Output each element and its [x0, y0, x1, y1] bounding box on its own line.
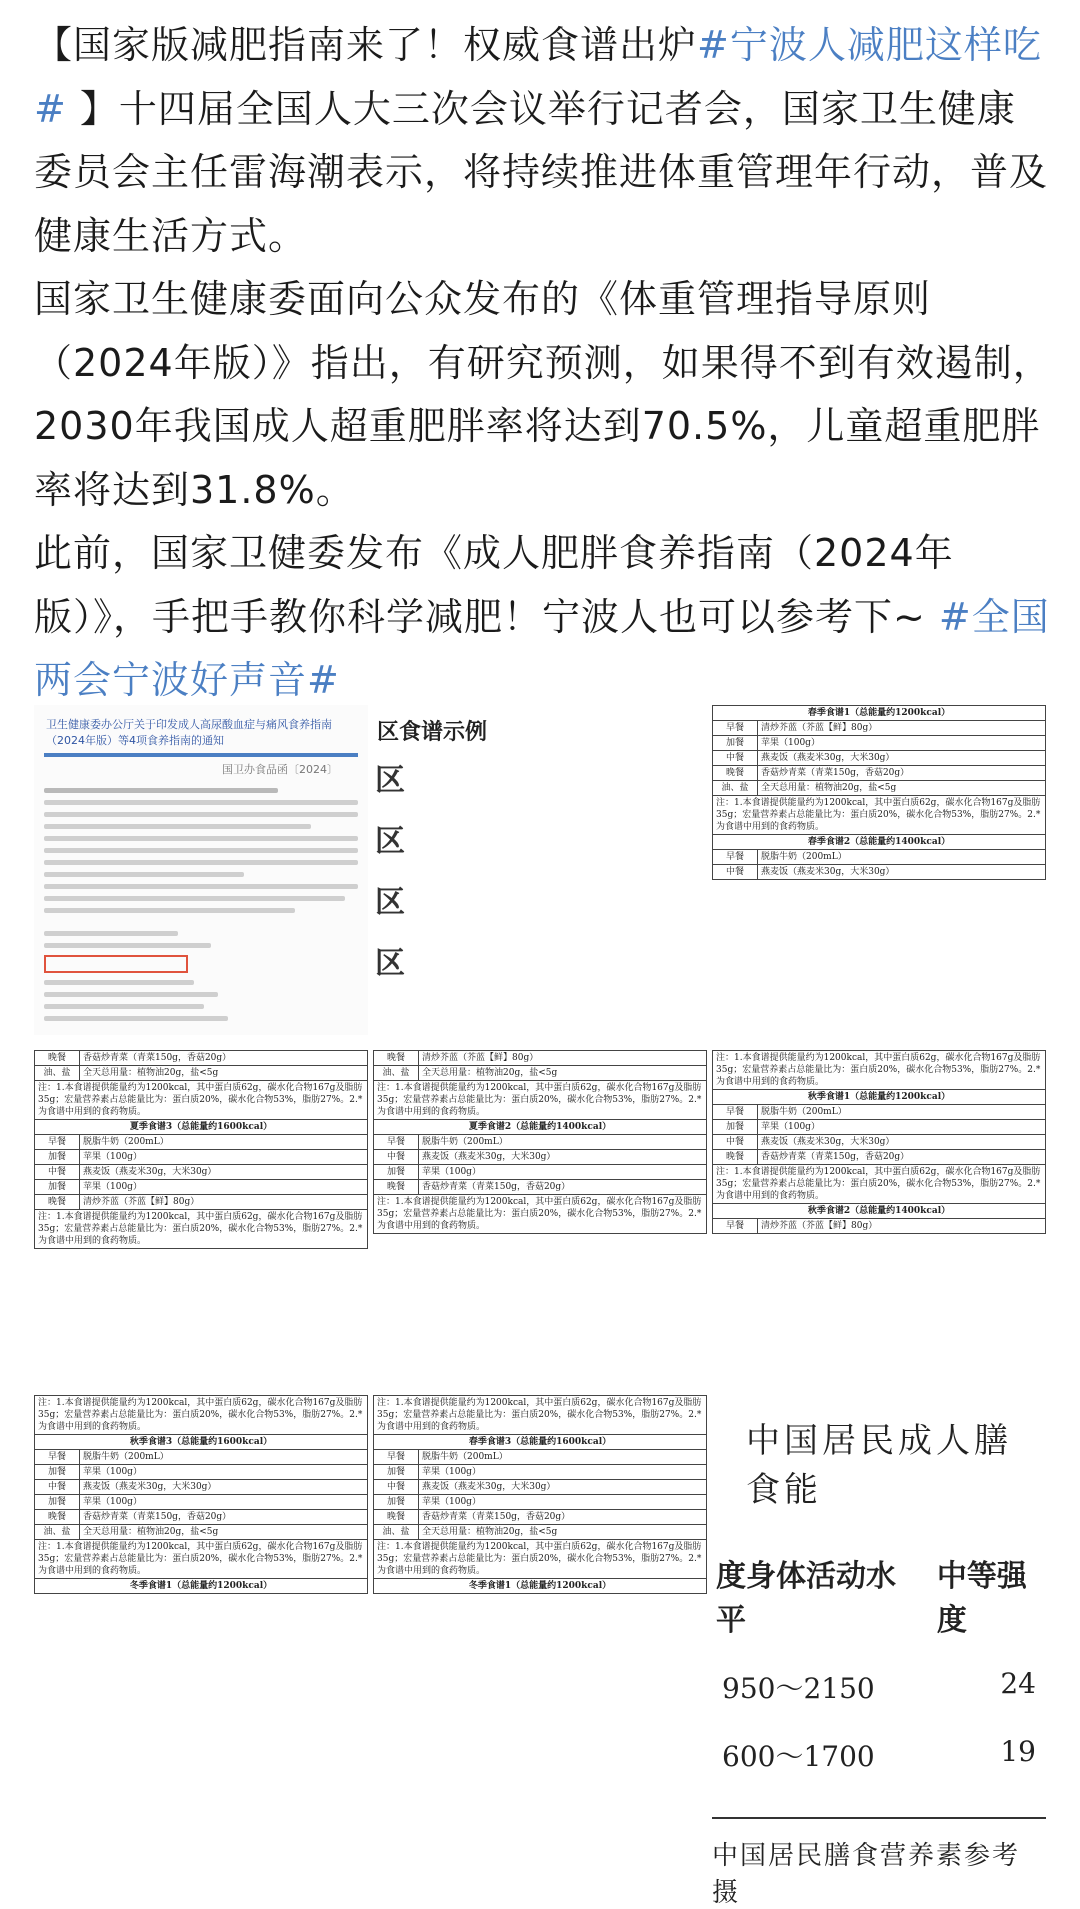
image-thumbnail-summer-menu-2[interactable]	[373, 1050, 707, 1380]
reference-value: 600～1700	[722, 1740, 875, 1773]
meal-label: 早餐	[713, 1105, 758, 1120]
meal-label: 中餐	[713, 751, 758, 766]
table-title: 夏季食谱3（总能量约1600kcal）	[35, 1120, 368, 1135]
highlight-box	[44, 955, 188, 973]
reference-value: 24	[1000, 1667, 1036, 1700]
meal-label: 晚餐	[374, 1180, 419, 1195]
food-cell: 苹果（100g）	[758, 736, 1046, 751]
food-cell: 苹果（100g）	[419, 1165, 707, 1180]
table-note: 注：1.本食谱提供能量约为1200kcal，其中蛋白质62g，碳水化合物167g及脂肪35g；宏量营养素占总能量比为：蛋白质20%，碳水化合物53%，脂肪27%。2.*为食谱中用到的食药物质。	[713, 796, 1046, 835]
food-cell: 脱脂牛奶（200mL）	[419, 1450, 707, 1465]
meal-label: 晚餐	[374, 1051, 419, 1066]
table-note: 注：1.本食谱提供能量约为1200kcal，其中蛋白质62g，碳水化合物167g及脂肪35g；宏量营养素占总能量比为：蛋白质20%，碳水化合物53%，脂肪27%。2.*为食谱中用到的食药物质。	[713, 1051, 1046, 1090]
menu-bullet: 区	[375, 824, 405, 859]
table-note: 注：1.本食谱提供能量约为1200kcal，其中蛋白质62g，碳水化合物167g及脂肪35g；宏量营养素占总能量比为：蛋白质20%，碳水化合物53%，脂肪27%。2.*为食谱中用到的食药物质。	[374, 1540, 707, 1579]
notice-number: 国卫办食品函〔2024〕	[222, 763, 338, 776]
meal-label: 加餐	[35, 1465, 80, 1480]
menu-table	[34, 1050, 368, 1249]
meal-label: 油、盐	[374, 1066, 419, 1081]
table-title: 春季食谱3（总能量约1600kcal）	[374, 1435, 707, 1450]
table-title: 春季食谱1（总能量约1200kcal）	[713, 706, 1046, 721]
meal-label: 油、盐	[374, 1525, 419, 1540]
food-cell: 苹果（100g）	[419, 1495, 707, 1510]
menu-bullet: 区	[375, 946, 405, 981]
meal-label: 中餐	[713, 1135, 758, 1150]
hashtag-link[interactable]: #全国两会宁波好声音#	[34, 594, 1050, 702]
meal-label: 加餐	[713, 1120, 758, 1135]
food-cell: 香菇炒青菜（青菜150g，香菇20g）	[419, 1180, 707, 1195]
reference-value: 19	[1000, 1735, 1036, 1768]
meal-label: 加餐	[374, 1165, 419, 1180]
image-thumbnail-summer-menu[interactable]	[34, 1050, 368, 1380]
meal-label: 早餐	[713, 850, 758, 865]
post-text-run: 【国家版减肥指南来了！权威食谱出炉	[34, 23, 698, 67]
food-cell: 燕麦饭（燕麦米30g，大米30g）	[80, 1480, 368, 1495]
meal-label: 早餐	[713, 1219, 758, 1234]
post-paragraph-2	[34, 268, 1054, 522]
meal-label: 早餐	[713, 721, 758, 736]
food-cell: 全天总用量：植物油20g，盐<5g	[419, 1066, 707, 1081]
meal-label: 加餐	[35, 1180, 80, 1195]
food-cell: 清炒芥蓝（芥蓝【鲜】80g）	[80, 1195, 368, 1210]
meal-label: 晚餐	[713, 766, 758, 781]
menu-table	[34, 1395, 368, 1594]
meal-label: 中餐	[374, 1480, 419, 1495]
table-note: 注：1.本食谱提供能量约为1200kcal，其中蛋白质62g，碳水化合物167g及脂肪35g；宏量营养素占总能量比为：蛋白质20%，碳水化合物53%，脂肪27%。2.*为食谱中用到的食药物质。	[374, 1081, 707, 1120]
reference-col-moderate: 中等强度	[936, 1559, 1027, 1638]
table-title: 冬季食谱1（总能量约1200kcal）	[35, 1579, 368, 1594]
image-thumbnail-notice[interactable]	[34, 705, 368, 1035]
meal-label: 加餐	[374, 1465, 419, 1480]
food-cell: 燕麦饭（燕麦米30g，大米30g）	[758, 865, 1046, 880]
food-cell: 香菇炒青菜（青菜150g，香菇20g）	[758, 766, 1046, 781]
image-grid	[34, 705, 1046, 1908]
table-title: 秋季食谱1（总能量约1200kcal）	[713, 1090, 1046, 1105]
table-title: 冬季食谱1（总能量约1200kcal）	[374, 1579, 707, 1594]
food-cell: 苹果（100g）	[758, 1120, 1046, 1135]
meal-label: 早餐	[35, 1135, 80, 1150]
image-thumbnail-spring-menu-3[interactable]	[373, 1395, 707, 1725]
meal-label: 加餐	[35, 1150, 80, 1165]
food-cell: 香菇炒青菜（青菜150g，香菇20g）	[80, 1510, 368, 1525]
table-note: 注：1.本食谱提供能量约为1200kcal，其中蛋白质62g，碳水化合物167g及脂肪35g；宏量营养素占总能量比为：蛋白质20%，碳水化合物53%，脂肪27%。2.*为食谱中用到的食药物质。	[374, 1396, 707, 1435]
food-cell: 脱脂牛奶（200mL）	[419, 1135, 707, 1150]
post-paragraph-3	[34, 522, 1054, 713]
food-cell: 苹果（100g）	[80, 1180, 368, 1195]
food-cell: 苹果（100g）	[80, 1495, 368, 1510]
table-note: 注：1.本食谱提供能量约为1200kcal，其中蛋白质62g，碳水化合物167g及脂肪35g；宏量营养素占总能量比为：蛋白质20%，碳水化合物53%，脂肪27%。2.*为食谱中用到的食药物质。	[713, 1165, 1046, 1204]
food-cell: 脱脂牛奶（200mL）	[758, 1105, 1046, 1120]
menu-table	[373, 1050, 707, 1234]
table-note: 注：1.本食谱提供能量约为1200kcal，其中蛋白质62g，碳水化合物167g及脂肪35g；宏量营养素占总能量比为：蛋白质20%，碳水化合物53%，脂肪27%。2.*为食谱中用到的食药物质。	[35, 1210, 368, 1249]
menu-bullet: 区	[375, 885, 405, 920]
food-cell: 香菇炒青菜（青菜150g，香菇20g）	[758, 1150, 1046, 1165]
meal-label: 早餐	[374, 1135, 419, 1150]
food-cell: 清炒芥蓝（芥蓝【鲜】80g）	[419, 1051, 707, 1066]
table-title: 秋季食谱3（总能量约1600kcal）	[35, 1435, 368, 1450]
table-title: 春季食谱2（总能量约1400kcal）	[713, 835, 1046, 850]
food-cell: 脱脂牛奶（200mL）	[758, 850, 1046, 865]
food-cell: 燕麦饭（燕麦米30g，大米30g）	[758, 751, 1046, 766]
table-note: 注：1.本食谱提供能量约为1200kcal，其中蛋白质62g，碳水化合物167g及脂肪35g；宏量营养素占总能量比为：蛋白质20%，碳水化合物53%，脂肪27%。2.*为食谱中用到的食药物质。	[35, 1540, 368, 1579]
reference-title: 中国居民成人膳食能	[746, 1421, 1012, 1510]
food-cell: 苹果（100g）	[80, 1465, 368, 1480]
meal-label: 加餐	[374, 1495, 419, 1510]
meal-label: 中餐	[374, 1150, 419, 1165]
table-note: 注：1.本食谱提供能量约为1200kcal，其中蛋白质62g，碳水化合物167g及脂肪35g；宏量营养素占总能量比为：蛋白质20%，碳水化合物53%，脂肪27%。2.*为食谱中用到的食药物质。	[374, 1195, 707, 1234]
post-text-run: 此前，国家卫健委发布《成人肥胖食养指南（2024年版）》，手把手教你科学减肥！宁波人也可以参考下~	[34, 531, 954, 639]
meal-label: 油、盐	[713, 781, 758, 796]
table-title: 秋季食谱2（总能量约1400kcal）	[713, 1204, 1046, 1219]
hashtag-link[interactable]: #宁波人减肥这样吃#	[34, 23, 1042, 131]
post-text-run: 国家卫生健康委面向公众发布的《体重管理指导原则（2024年版）》指出，有研究预测，如果得不到有效遏制，2030年我国成人超重肥胖率将达到70.5%，儿童超重肥胖率将达到31.8%。	[34, 277, 1052, 512]
image-thumbnail-dietary-reference[interactable]	[712, 1395, 1046, 1908]
food-cell: 清炒芥蓝（芥蓝【鲜】80g）	[758, 721, 1046, 736]
meal-label: 中餐	[35, 1480, 80, 1495]
reference-divider	[712, 1817, 1046, 1819]
food-cell: 全天总用量：植物油20g，盐<5g	[80, 1066, 368, 1081]
image-thumbnail-autumn-menu[interactable]	[712, 1050, 1046, 1380]
table-title: 夏季食谱2（总能量约1400kcal）	[374, 1120, 707, 1135]
meal-label: 晚餐	[713, 1150, 758, 1165]
image-thumbnail-menu-example[interactable]	[373, 705, 707, 1035]
meal-label: 油、盐	[35, 1525, 80, 1540]
reference-value: 950～2150	[722, 1672, 875, 1705]
food-cell: 脱脂牛奶（200mL）	[80, 1135, 368, 1150]
food-cell: 燕麦饭（燕麦米30g，大米30g）	[80, 1165, 368, 1180]
food-cell: 全天总用量：植物油20g，盐<5g	[80, 1525, 368, 1540]
menu-table	[712, 705, 1046, 880]
post-text	[34, 14, 1054, 713]
food-cell: 燕麦饭（燕麦米30g，大米30g）	[419, 1150, 707, 1165]
meal-label: 晚餐	[35, 1051, 80, 1066]
meal-label: 晚餐	[35, 1195, 80, 1210]
food-cell: 全天总用量：植物油20g，盐<5g	[419, 1525, 707, 1540]
image-thumbnail-spring-menu[interactable]	[712, 705, 1046, 1035]
food-cell: 全天总用量：植物油20g，盐<5g	[758, 781, 1046, 796]
food-cell: 脱脂牛奶（200mL）	[80, 1450, 368, 1465]
table-note: 注：1.本食谱提供能量约为1200kcal，其中蛋白质62g，碳水化合物167g及脂肪35g；宏量营养素占总能量比为：蛋白质20%，碳水化合物53%，脂肪27%。2.*为食谱中用到的食药物质。	[35, 1396, 368, 1435]
food-cell: 清炒芥蓝（芥蓝【鲜】80g）	[758, 1219, 1046, 1234]
meal-label: 早餐	[374, 1450, 419, 1465]
food-cell: 苹果（100g）	[80, 1150, 368, 1165]
menu-table	[373, 1395, 707, 1594]
meal-label: 早餐	[35, 1450, 80, 1465]
image-thumbnail-autumn-menu-3[interactable]	[34, 1395, 368, 1725]
meal-label: 油、盐	[35, 1066, 80, 1081]
food-cell: 燕麦饭（燕麦米30g，大米30g）	[419, 1480, 707, 1495]
post-paragraph-1	[34, 14, 1054, 268]
menu-bullet: 区	[375, 763, 405, 798]
meal-label: 中餐	[35, 1165, 80, 1180]
menu-example-heading: 区食谱示例	[377, 720, 488, 745]
food-cell: 香菇炒青菜（青菜150g，香菇20g）	[419, 1510, 707, 1525]
meal-label: 加餐	[713, 736, 758, 751]
post-text-run: 】十四届全国人大三次会议举行记者会，国家卫生健康委员会主任雷海潮表示，将持续推进体重管理年行动，普及健康生活方式。	[34, 86, 1049, 258]
food-cell: 苹果（100g）	[419, 1465, 707, 1480]
table-note: 注：1.本食谱提供能量约为1200kcal，其中蛋白质62g，碳水化合物167g及脂肪35g；宏量营养素占总能量比为：蛋白质20%，碳水化合物53%，脂肪27%。2.*为食谱中用到的食药物质。	[35, 1081, 368, 1120]
notice-title: 卫生健康委办公厅关于印发成人高尿酸血症与痛风食养指南（2024年版）等4项食养指南的通知	[46, 718, 332, 747]
meal-label: 加餐	[35, 1495, 80, 1510]
meal-label: 晚餐	[374, 1510, 419, 1525]
reference-col-activity: 度身体活动水平	[716, 1559, 896, 1638]
meal-label: 晚餐	[35, 1510, 80, 1525]
meal-label: 中餐	[713, 865, 758, 880]
food-cell: 燕麦饭（燕麦米30g，大米30g）	[758, 1135, 1046, 1150]
reference-footer: 中国居民膳食营养素参考摄	[712, 1841, 1021, 1908]
menu-table	[712, 1050, 1046, 1234]
food-cell: 香菇炒青菜（青菜150g，香菇20g）	[80, 1051, 368, 1066]
